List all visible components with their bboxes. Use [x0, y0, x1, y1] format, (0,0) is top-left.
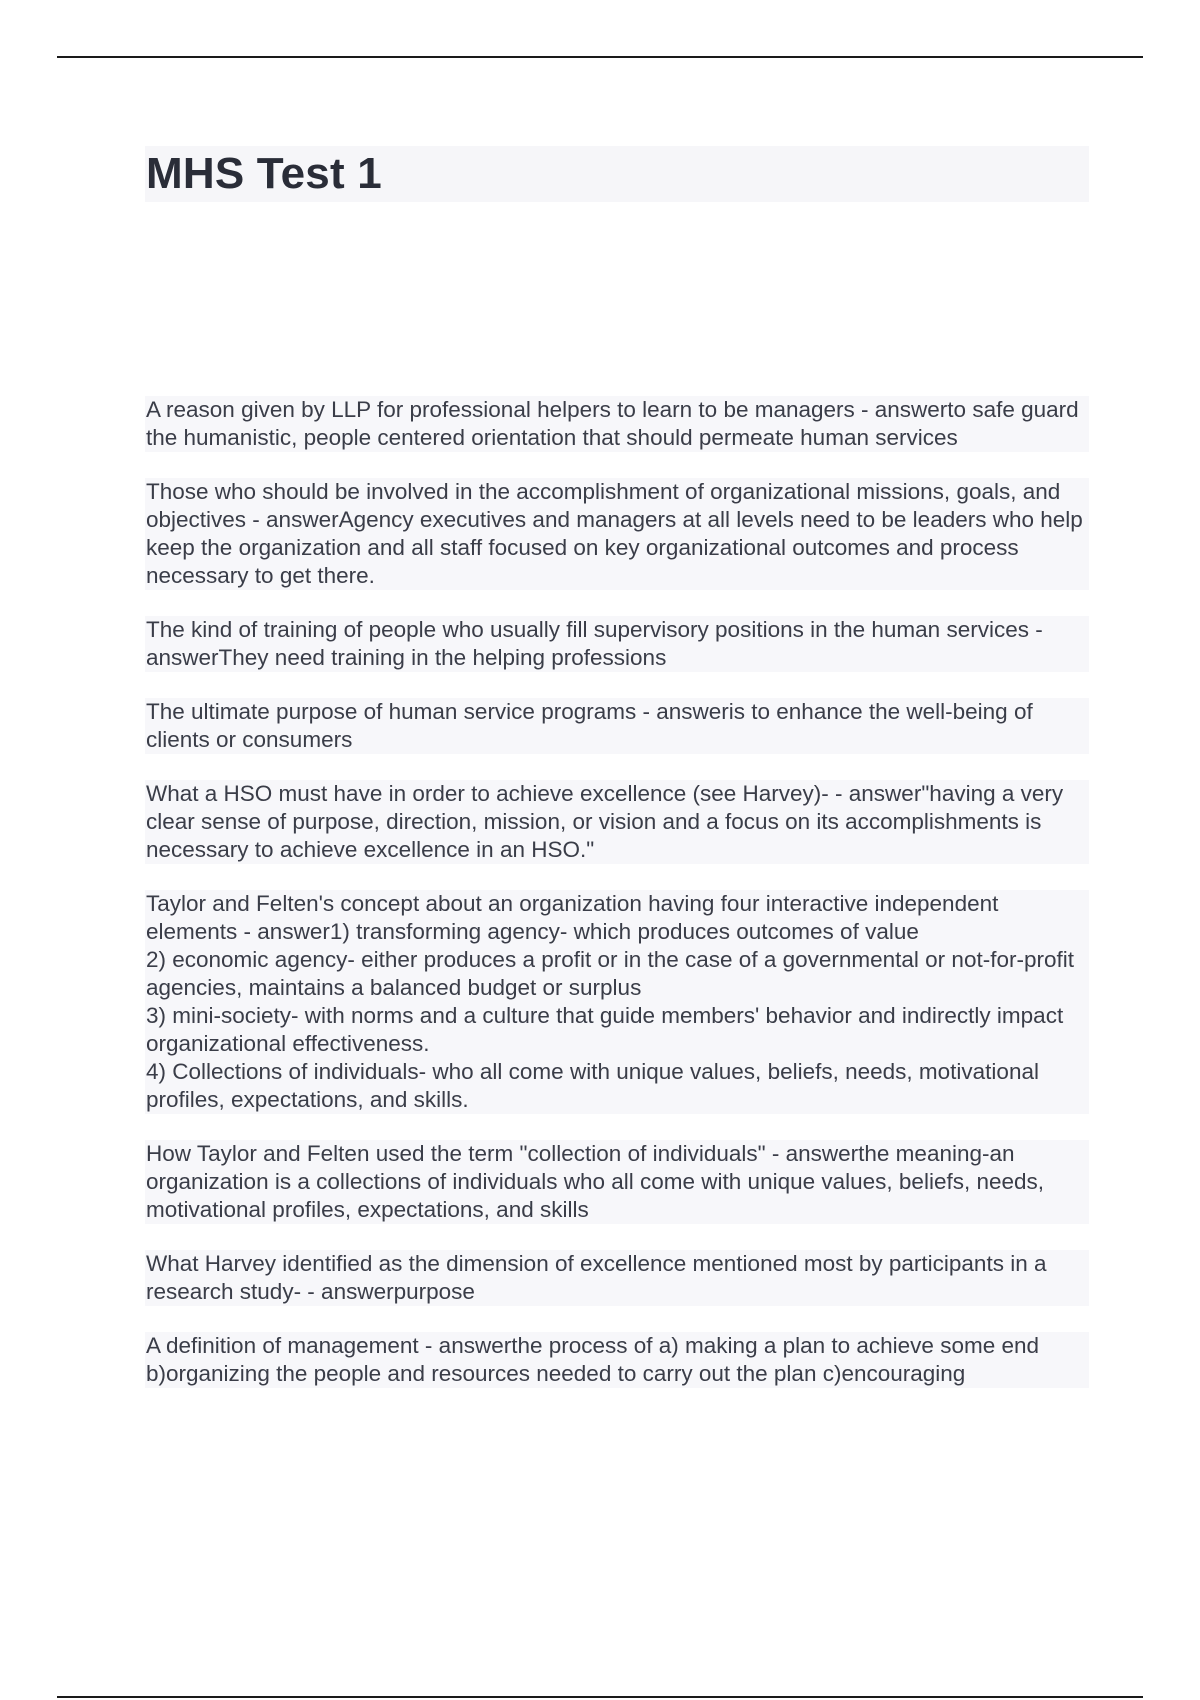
flashcard-item: What a HSO must have in order to achieve excellence (see Harvey)- - answer"having a very clear sense of purpose, direction, mission, or vision and a focus on its accomplishments is necessary to achieve excellence in an HSO." [145, 780, 1089, 864]
flashcard-item: How Taylor and Felten used the term "collection of individuals" - answerthe meaning-an organization is a collections of individuals who all come with unique values, beliefs, needs, motivational profiles, expectations, and skills [145, 1140, 1089, 1224]
flashcard-list [145, 396, 1089, 1414]
flashcard-item: A reason given by LLP for professional helpers to learn to be managers - answerto safe guard the humanistic, people centered orientation that should permeate human services [145, 396, 1089, 452]
bottom-rule [57, 1696, 1143, 1698]
flashcard-item: What Harvey identified as the dimension of excellence mentioned most by participants in a research study- - answerpurpose [145, 1250, 1089, 1306]
flashcard-item: Those who should be involved in the accomplishment of organizational missions, goals, and objectives - answerAgency executives and managers at all levels need to be leaders who help keep the organization and all staff focused on key organizational outcomes and process necessary to get there. [145, 478, 1089, 590]
flashcard-item: Taylor and Felten's concept about an organization having four interactive independent elements - answer1) transforming agency- which produces outcomes of value 2) economic agency- either produces a profit or in the case of a governmental or not-for-profit agencies, maintains a balanced budget or surplus 3) mini-society- with norms and a culture that guide members' behavior and indirectly impact organizational effectiveness. 4) Collections of individuals- who all come with unique values, beliefs, needs, motivational profiles, expectations, and skills. [145, 890, 1089, 1114]
flashcard-item: The kind of training of people who usually fill supervisory positions in the human services - answerThey need training in the helping professions [145, 616, 1089, 672]
flashcard-item: A definition of management - answerthe process of a) making a plan to achieve some end b)organizing the people and resources needed to carry out the plan c)encouraging [145, 1332, 1089, 1388]
top-rule [57, 56, 1143, 58]
page-title: MHS Test 1 [146, 149, 382, 198]
flashcard-item: The ultimate purpose of human service programs - answeris to enhance the well-being of clients or consumers [145, 698, 1089, 754]
